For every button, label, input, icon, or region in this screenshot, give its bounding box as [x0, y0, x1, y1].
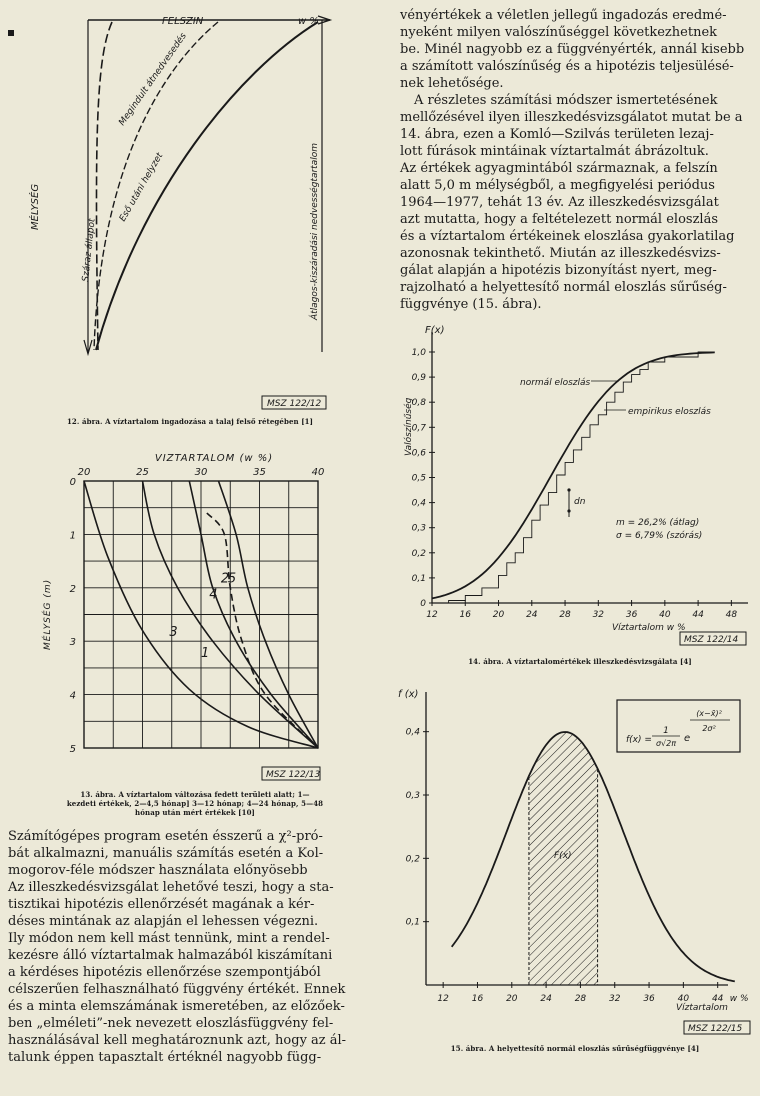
text-line: függvénye (15. ábra).: [400, 297, 542, 312]
curve-label: 2: [220, 571, 230, 587]
x-tick-label: 20: [506, 994, 518, 1004]
y-tick-label: 0,5: [411, 473, 426, 484]
y-label: f (x): [398, 689, 419, 700]
y-tick-label: 0,1: [411, 573, 426, 584]
text-line: gálat alapján a hipotézis bizonyítást nyert, meg-: [400, 263, 717, 278]
text-line: tisztikai hipotézis ellenőrzését magának a kér-: [8, 897, 315, 912]
formula-exp-num: (x−x̄)²: [696, 709, 722, 718]
stamp-text: MSZ 122/14: [684, 635, 739, 645]
y-tick-label: 5: [69, 744, 76, 755]
text-line: Az illeszkedésvizsgálat lehetővé teszi, hogy a sta-: [8, 880, 334, 895]
x-tick-label: 12: [426, 610, 438, 620]
text-line: azonosnak tekinthető. Miután az illeszkedésvizs-: [400, 246, 721, 261]
text-line: lott fúrások mintáinak víztartalmát ábrázoltuk.: [400, 144, 709, 159]
x-tick-label: 24: [540, 994, 552, 1004]
x-tick-label: 35: [253, 467, 266, 478]
caption-line: kezdeti értékek, 2—4,5 hónap] 3—12 hónap; 4—24 hónap, 5—48: [66, 799, 324, 808]
x-tick-label: 36: [643, 994, 655, 1004]
y-tick-label: 0,2: [405, 854, 420, 865]
x-tick-label: 40: [677, 994, 690, 1004]
y-axis-title: Valószínűség: [404, 397, 414, 456]
label-normal: normál eloszlás: [520, 378, 591, 388]
y-tick-label: 0,3: [405, 791, 420, 801]
caption-line: hónap után mért értékek [10]: [135, 808, 255, 817]
text-line: ben „elméleti”-nek nevezett eloszlásfüggvény fel-: [8, 1016, 334, 1031]
x-tick-label: 32: [592, 610, 605, 620]
formula-exp-den: 2σ²: [702, 724, 716, 733]
text-line: be. Minél nagyobb ez a függvényérték, annál kisebb: [400, 42, 745, 57]
x-tick-label: 16: [471, 994, 484, 1004]
depth-label: MÉLYSÉG: [30, 183, 41, 230]
figure-14-caption: 14. ábra. A víztartalomértékek illeszkedésvizsgálata [4]: [468, 657, 692, 666]
text-line: a kérdéses hipotézis ellenőrzése szempontjából: [8, 965, 321, 980]
x-tick-label: 12: [437, 994, 449, 1004]
text-line: célszerűen felhasználható függvény értékét. Ennek: [8, 982, 346, 997]
y-label: F(x): [425, 325, 445, 336]
stamp-text: MSZ 122/15: [688, 1024, 743, 1034]
x-tick-label: 36: [625, 610, 638, 620]
y-tick-label: 0,3: [411, 523, 426, 534]
stat-mean: m = 26,2% (átlag): [616, 518, 700, 528]
rain-label: Eső utáni helyzet: [117, 151, 166, 224]
text-line: nek lehetősége.: [400, 76, 504, 91]
stamp-text: MSZ 122/12: [267, 399, 322, 409]
text-line: déses mintának az alapján el lehessen végezni.: [8, 914, 319, 929]
x-tick-label: 20: [492, 610, 505, 620]
text-line: nyeként milyen valószínűséggel következhetnek: [400, 25, 718, 40]
x-tick-label: 44: [711, 994, 724, 1004]
x-tick-label: 16: [459, 610, 471, 620]
y-tick-label: 0,1: [405, 917, 420, 928]
y-tick-label: 0,4: [405, 727, 420, 738]
text-line: bát alkalmazni, manuális számítás esetén a Kol-: [8, 846, 324, 861]
x-tick-label: 44: [692, 610, 704, 620]
x-tick-label: 40: [659, 610, 671, 620]
surface-label: FELSZIN: [162, 16, 204, 27]
formula-e: e: [684, 733, 691, 744]
x-tick-label: 30: [194, 467, 208, 478]
text-line: rajzolható a helyettesítő normál eloszlás sűrűség-: [400, 280, 727, 295]
y-tick-label: 2: [69, 583, 76, 595]
formula-lhs: f(x) =: [626, 735, 652, 745]
stamp-text: MSZ 122/13: [266, 770, 321, 780]
x-tick-label: 28: [574, 994, 587, 1004]
text-line: talunk éppen tapasztalt értéknél nagyobb függ-: [8, 1050, 322, 1065]
x-tick-label: 24: [526, 610, 538, 620]
x-tick-label: 20: [77, 467, 91, 478]
label-dn: dn: [574, 497, 586, 507]
text-line: alatt 5,0 m mélységből, a megfigyelési periódus: [400, 178, 715, 193]
curve-label: 1: [201, 646, 210, 662]
figure-15-caption: 15. ábra. A helyettesítő normál eloszlás sűrűségfüggvénye [4]: [450, 1044, 700, 1053]
avg-label: Átlagos-kiszáradási nedvességtartalom: [310, 143, 320, 320]
text-line: 1964—1977, tehát 13 év. Az illeszkedésvizsgálat: [400, 195, 719, 210]
stat-sigma: σ = 6,79% (szórás): [616, 531, 703, 541]
x-tick-label: 48: [725, 610, 738, 620]
axis-title: VIZTARTALOM (w %): [154, 453, 274, 464]
x-title: Víztartalom w %: [612, 623, 686, 633]
y-tick-label: 0: [69, 477, 76, 488]
y-tick-label: 0,7: [411, 423, 426, 434]
formula-num: 1: [663, 726, 669, 736]
x-tick-label: 28: [559, 610, 571, 620]
text-line: mogorov-féle módszer használata előnyösebb: [8, 863, 308, 878]
text-line: mellőzésével ilyen illeszkedésvizsgálatot mutat be a: [400, 110, 743, 125]
x-tick-label: w %: [729, 994, 749, 1004]
y-tick-label: 1,0: [411, 348, 426, 358]
label-empirical: empirikus eloszlás: [628, 407, 711, 417]
x-title: Víztartalom: [676, 1003, 728, 1013]
dry-label: Száraz állapot: [81, 218, 98, 283]
text-line: 14. ábra, ezen a Komló—Szilvás területen lezaj-: [400, 127, 714, 142]
caption-line: 13. ábra. A víztartalom változása fedett területi alatt; 1—: [80, 790, 310, 799]
curve-label: 4: [209, 587, 218, 603]
curve-label: 5: [227, 571, 237, 587]
area-label: F(x): [554, 851, 572, 861]
text-line: Az értékek agyagmintából származnak, a felszín: [400, 161, 718, 176]
y-tick-label: 0: [420, 599, 426, 609]
formula-den: σ√2π: [655, 739, 677, 748]
text-line: A részletes számítási módszer ismertetésének: [414, 93, 718, 108]
x-tick-label: 40: [311, 467, 325, 478]
y-tick-label: 3: [69, 637, 76, 649]
y-tick-label: 0,8: [411, 398, 426, 409]
text-line: Számítógépes program esetén ésszerű a χ²-pró-: [8, 829, 323, 844]
text-line: használásával kell meghatároznunk azt, hogy az ál-: [8, 1033, 347, 1048]
text-line: és a víztartalom értékeinek eloszlása gyakorlatilag: [400, 229, 735, 244]
y-tick-label: 4: [69, 690, 76, 702]
text-line: vényértékek a véletlen jellegű ingadozás eredmé-: [400, 8, 727, 23]
x-tick-label: 32: [609, 994, 621, 1004]
text-line: a számított valószínűség és a hipotézis teljesülésé-: [400, 59, 734, 74]
curve-label: 3: [169, 624, 178, 640]
text-line: azt mutatta, hogy a feltételezett normál eloszlás: [400, 212, 719, 227]
x-tick-label: 25: [136, 467, 149, 478]
y-tick-label: 0,9: [411, 373, 426, 384]
figure-12-caption: 12. ábra. A víztartalom ingadozása a talaj felső rétegében [1]: [66, 417, 314, 426]
y-tick-label: 1: [69, 530, 76, 542]
text-line: és a minta elemszámának ismeretében, az előzőek-: [8, 999, 345, 1014]
text-line: Ily módon nem kell mást tennünk, mint a rendel-: [8, 931, 330, 946]
depth-label: MÉLYSÉG (m): [43, 578, 53, 650]
w-label: w %: [298, 16, 319, 27]
wetting-label: Megindult átnedvesedés: [117, 31, 189, 128]
y-tick-label: 0,2: [411, 548, 426, 559]
text-line: kezésre álló víztartalmak halmazából kiszámítani: [8, 948, 333, 963]
y-tick-label: 0,6: [411, 448, 426, 459]
y-tick-label: 0,4: [411, 498, 426, 509]
